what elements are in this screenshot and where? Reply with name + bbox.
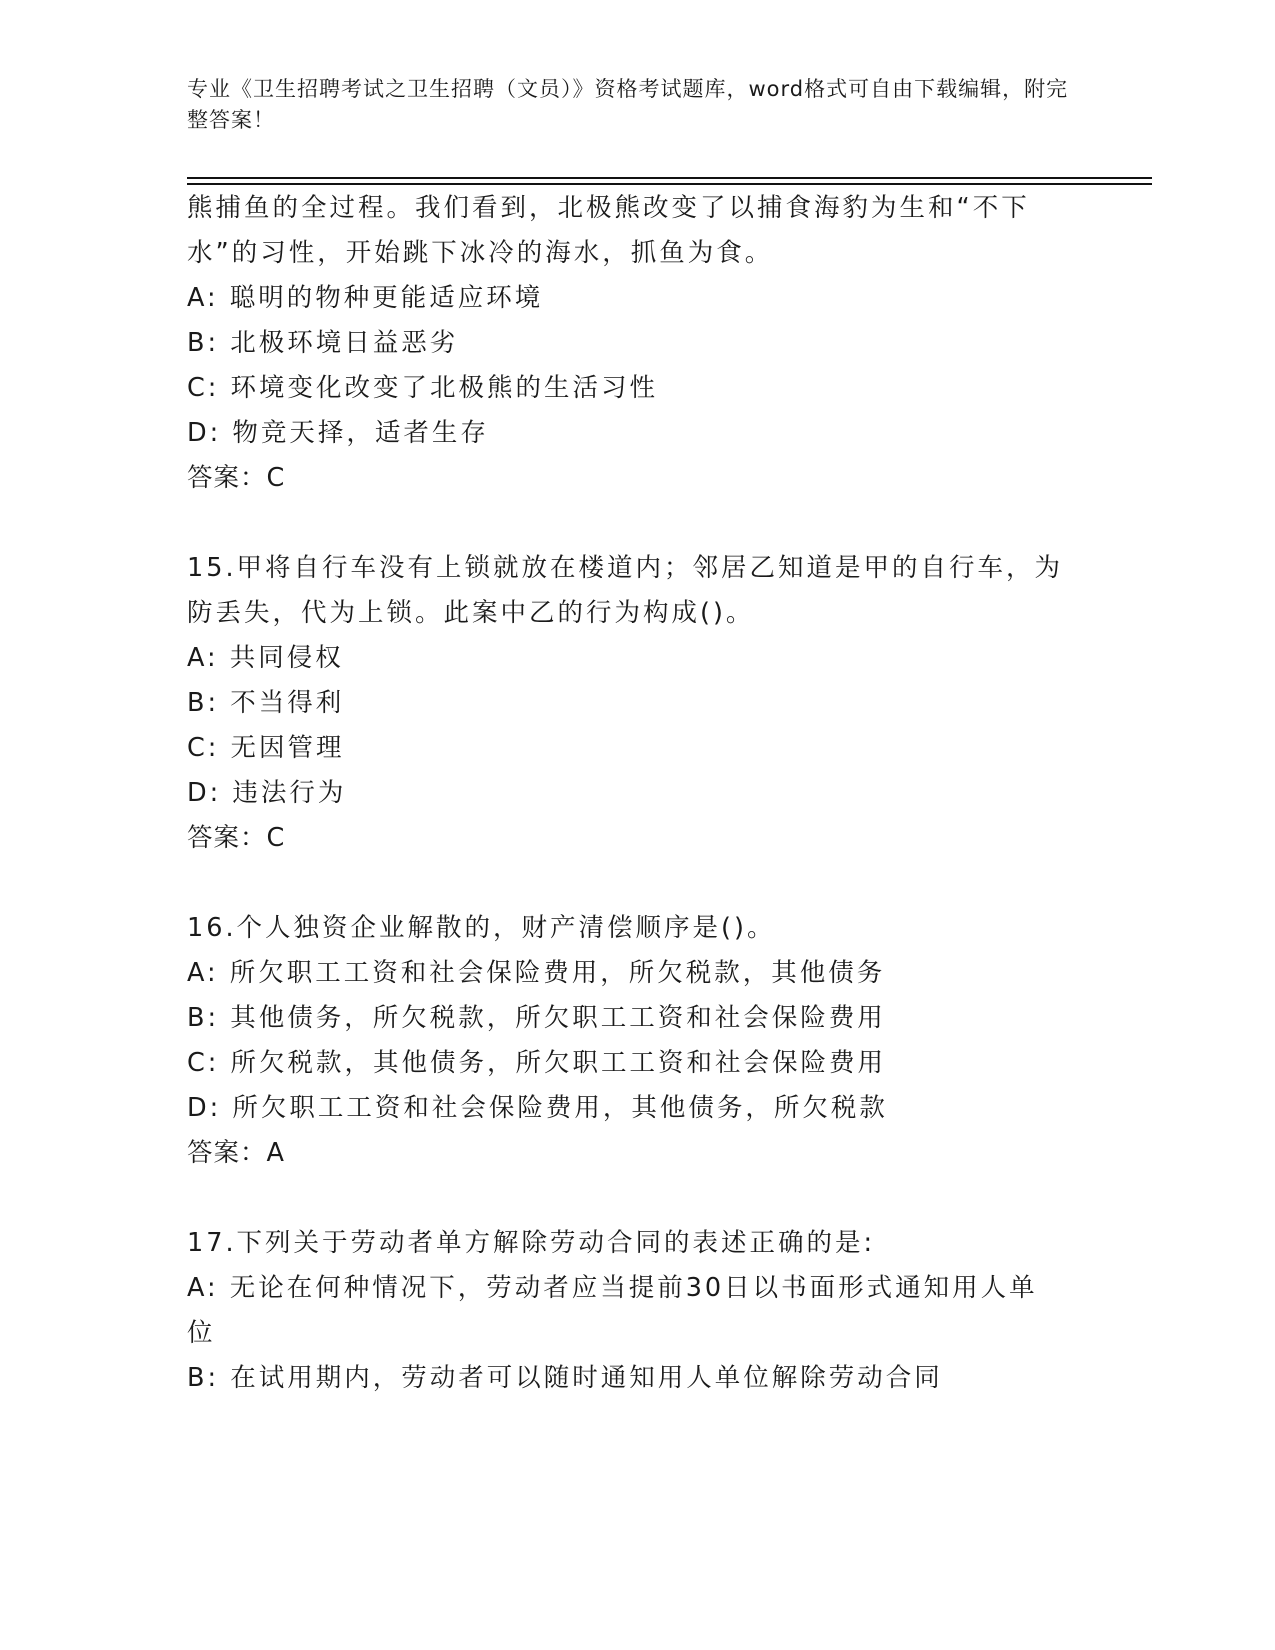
question-17	[187, 1221, 1087, 1401]
option-d: D: 物竞天择，适者生存	[187, 418, 489, 448]
answer-line: 答案：C	[187, 823, 286, 853]
question-14	[187, 186, 1087, 501]
question-stem-line: 16.个人独资企业解散的，财产清偿顺序是()。	[187, 913, 776, 943]
option-b: B: 北极环境日益恶劣	[187, 328, 459, 358]
question-15	[187, 546, 1087, 861]
option-a-continuation: 位	[187, 1318, 216, 1348]
option-c: C: 无因管理	[187, 733, 345, 763]
question-stem-line: 17.下列关于劳动者单方解除劳动合同的表述正确的是:	[187, 1228, 876, 1258]
option-a: A: 共同侵权	[187, 643, 344, 673]
spacer	[187, 861, 1087, 906]
option-d: D: 违法行为	[187, 778, 347, 808]
question-stem-line: 防丢失，代为上锁。此案中乙的行为构成()。	[187, 598, 755, 628]
spacer	[187, 501, 1087, 546]
document-header: 专业《卫生招聘考试之卫生招聘（文员）》资格考试题库，word格式可自由下载编辑，附完整答案！	[187, 77, 1069, 132]
option-d: D: 所欠职工工资和社会保险费用，其他债务，所欠税款	[187, 1093, 888, 1123]
question-stem-line: 水”的习性，开始跳下冰冷的海水，抓鱼为食。	[187, 238, 774, 268]
answer-line: 答案：A	[187, 1138, 285, 1168]
question-stem-line: 熊捕鱼的全过程。我们看到，北极熊改变了以捕食海豹为生和“不下	[187, 193, 1030, 223]
option-a: A: 无论在何种情况下，劳动者应当提前30日以书面形式通知用人单	[187, 1273, 1038, 1303]
option-b: B: 其他债务，所欠税款，所欠职工工资和社会保险费用	[187, 1003, 886, 1033]
option-a: A: 所欠职工工资和社会保险费用，所欠税款，其他债务	[187, 958, 886, 988]
answer-line: 答案：C	[187, 463, 286, 493]
option-b: B: 不当得利	[187, 688, 345, 718]
option-c: C: 环境变化改变了北极熊的生活习性	[187, 373, 659, 403]
question-stem-line: 15.甲将自行车没有上锁就放在楼道内；邻居乙知道是甲的自行车，为	[187, 553, 1064, 583]
spacer	[187, 1176, 1087, 1221]
option-b: B: 在试用期内，劳动者可以随时通知用人单位解除劳动合同	[187, 1363, 943, 1393]
option-c: C: 所欠税款，其他债务，所欠职工工资和社会保险费用	[187, 1048, 887, 1078]
question-16	[187, 906, 1087, 1176]
option-a: A: 聪明的物种更能适应环境	[187, 283, 544, 313]
document-body	[187, 186, 1087, 1401]
header-rule-top	[187, 177, 1152, 179]
header-rule-bottom	[187, 183, 1152, 185]
